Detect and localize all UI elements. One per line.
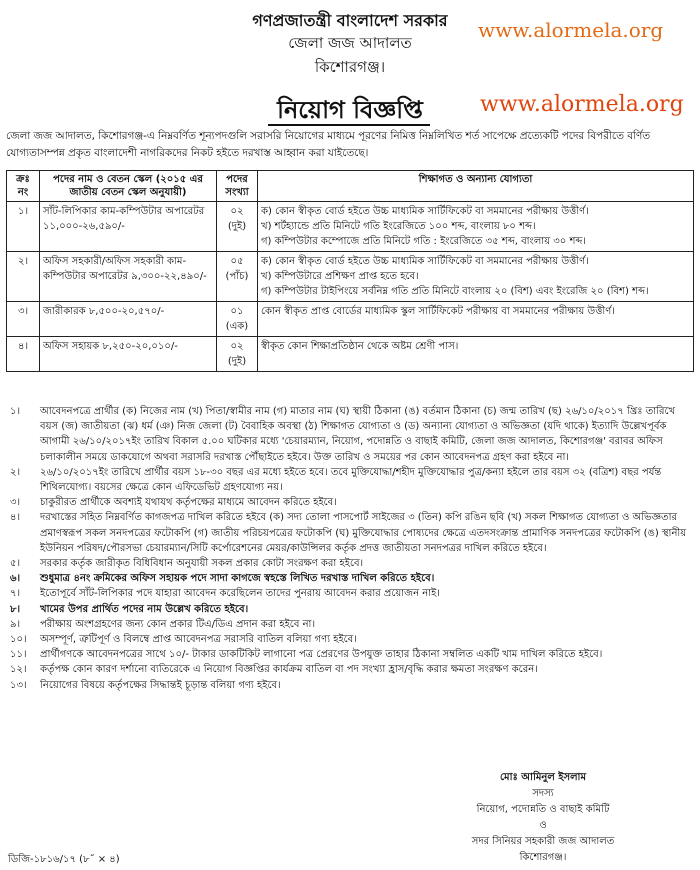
row-count: ০৫ (পাঁচ): [217, 252, 258, 302]
row-count: ০১ (এক): [217, 302, 258, 337]
condition-item: [6, 571, 694, 586]
condition-item: [6, 632, 694, 647]
condition-item: [6, 617, 694, 632]
row-qualification: [258, 202, 694, 252]
condition-text: ২৬/১০/২০১৭ইং তারিখে প্রার্থীর বয়স ১৮-৩০ বছর এর মধ্যে হইতে হবে। তবে মুক্তিযোদ্ধা/শহীদ মুক্তিযোদ্ধার পুত্র/কন্যা হইলে তার বয়স ৩২ (বত্রিশ) বছর পর্যন্ত শিথিলযোগ্য। বয়সের ক্ষেত্রে কোন এফিডেভিট গ্রহণযোগ্য নয়।: [40, 466, 662, 494]
intro-paragraph: জেলা জজ আদালত, কিশোরগঞ্জ-এ নিম্নবর্ণিত শূন্যপদগুলি সরাসরি নিয়োগের মাধ্যমে পূরণের নিমিত্ত নিম্নলিখিত শর্ত সাপেক্ষে প্রত্যেকটি পদের বিপরীতে বর্ণিত যোগ্যতাসম্পন্ন প্রকৃত বাংলাদেশী নাগরিকদের নিকট হইতে দরখাস্ত আহ্বান করা যাইতেছে।: [6, 130, 651, 159]
col-header-post: পদের নাম ও বেতন স্কেল (২০১৫ এর জাতীয় বেতন স্কেল অনুযায়ী): [40, 171, 217, 202]
condition-text: দরখাস্তের সহিত নিম্নবর্ণিত কাগজপত্র দাখিল করিতে হইবে (ক) সদ্য তোলা পাসপোর্ট সাইজের ৩ (তিন) কপি রঙিন ছবি (খ) সকল শিক্ষাগত যোগ্যতা ও অভিজ্ঞতার প্রমাণস্বরূপ সকল সনদপত্রের ফটোকপি (গ) জাতীয় পরিচয়পত্রের ফটোকপি (ঘ) মুক্তিযোদ্ধার পোষ্যদের ক্ষেত্রে এতদসংক্রান্ত প্রামাণিক সনদপত্রের ফটোকপি (ঙ) স্থানীয় ইউনিয়ন পরিষদ/পৌরসভা চেয়ারম্যান/সিটি কর্পোরেশনের মেয়র/কাউন্সিলর কর্তৃক প্রদত্ত জাতীয়তা সনদপত্রর দাখিল করিতে হইবে।: [40, 512, 687, 554]
condition-number: ৭।: [10, 588, 21, 600]
condition-text: চাকুরীরত প্রার্থীকে অবশ্যই যথাযথ কর্তৃপক্ষের মাধ্যমে আবেদন করিতে হইবে।: [40, 497, 337, 509]
watermark-top: www.alormela.org: [478, 18, 664, 42]
row-sl: ১।: [7, 202, 40, 252]
signature-block: [458, 770, 628, 866]
row-qualification: [258, 252, 694, 302]
condition-number: ২।: [10, 466, 21, 478]
signatory-conjunction: ও: [539, 820, 547, 831]
condition-text: সরকার কর্তৃক জারীকৃত বিধিবিধান অনুযায়ী সকল প্রকার কোটা সংরক্ষণ করা হইবে।: [40, 558, 364, 570]
row-sl: ৪।: [7, 337, 40, 372]
condition-item: [6, 678, 694, 693]
row-qualification: [258, 302, 694, 337]
row-sl: ৩।: [7, 302, 40, 337]
condition-item: [6, 510, 694, 556]
qualification-line: খ) কম্পিউটারে প্রশিক্ষণ প্রাপ্ত হতে হবে।: [261, 271, 419, 282]
row-post: অফিস সহকারী/অফিস সহকারী কাম-কম্পিউটার অপারেটর ৯,৩০০-২২,৪৯০/-: [40, 252, 217, 302]
condition-text: খামের উপর প্রার্থিত পদের নাম উল্লেখ করিতে হইবে।: [40, 603, 249, 615]
condition-number: ৫।: [10, 558, 21, 570]
table-row: [7, 302, 694, 337]
col-header-sl: ক্রঃ নং: [7, 171, 40, 202]
condition-item: [6, 662, 694, 677]
row-post: অফিস সহায়ক ৮,২৫০-২০,০১০/-: [40, 337, 217, 372]
signatory-role: সদস্য: [532, 788, 554, 799]
qualification-line: স্বীকৃত কোন শিক্ষাপ্রতিষ্ঠান থেকে অষ্টম শ্রেণী পাস।: [261, 341, 459, 352]
condition-text: অসম্পূর্ণ, ত্রুটিপূর্ণ ও বিলম্বে প্রাপ্ত আবেদনপত্র সরাসরি বাতিল বলিয়া গণ্য হইবে।: [40, 634, 357, 646]
qualification-line: কোন স্বীকৃত প্রাপ্ত বোর্ডের মাধ্যমিক স্কুল সার্টিফিকেট পরীক্ষায় বা সমমানের পরীক্ষায় উত্তীর্ণ।: [261, 306, 615, 317]
qualification-line: ক) কোন স্বীকৃত বোর্ড হইতে উচ্চ মাধ্যমিক সার্টিফিকেট বা সমমানের পরীক্ষায় উত্তীর্ণ।: [261, 256, 589, 267]
condition-number: ১২।: [10, 664, 27, 676]
condition-number: ১।: [10, 406, 21, 417]
condition-item: [6, 602, 694, 617]
signatory-office: সদর সিনিয়র সহকারী জজ আদালত: [471, 836, 615, 847]
signatory-committee: নিয়োগ, পদোন্নতি ও বাছাই কমিটি: [476, 804, 610, 815]
conditions-list: [6, 404, 694, 693]
condition-number: ৩।: [10, 497, 21, 509]
table-header-row: [7, 171, 694, 202]
qualification-line: গ) কম্পিউটার টাইপিংয়ে সর্বনিম্ন গতি প্রতি মিনিটে বাংলায় ২০ (বিশ) এবং ইংরেজি ২০ (বিশ) শব্দ।: [261, 286, 649, 297]
condition-text: পরীক্ষায় অংশগ্রহণের জন্য কোন প্রকার টিএ/ডিএ প্রদান করা হইবে না।: [40, 618, 316, 630]
signatory-place: কিশোরগঞ্জ।: [519, 852, 567, 863]
condition-number: ১০।: [10, 634, 27, 646]
condition-number: ১১।: [10, 649, 27, 661]
condition-text: আবেদনপত্রে প্রার্থীর (ক) নিজের নাম (খ) পিতা/স্বামীর নাম (গ) মাতার নাম (ঘ) স্থায়ী ঠিকানা (ঙ) বর্তমান ঠিকানা (চ) জন্ম তারিখ (ছ) ২৬/১০/২০১৭ খ্রিঃ তারিখে বয়স (জ) জাতীয়তা (ঝ) ধর্ম (ঞ) নিজ জেলা (ট) বৈবাহিক অবস্থা (ঠ) শিক্ষাগত যোগ্যতা ও (ড) অন্যান্য যোগ্যতা ও অভিজ্ঞতা (যদি থাকে) ইত্যাদি উল্লেখপূর্বক আগামী ২৬/১০/২০১৭ইং তারিখ বিকাল ৫.০০ ঘটিকার মধ্যে 'চেয়ারম্যান, নিয়োগ, পদোন্নতি ও বাছাই কমিটি, জেলা জজ আদালত, কিশোরগঞ্জ' বরাবর অফিস চলাকালীন সময়ে ডাকযোগে অথবা সরাসরি দরখাস্ত পৌঁছাইতে হইবে। উক্ত তারিখ ও সময়ের পর কোন আবেদনপত্র গ্রহণ করা হইবে না।: [40, 406, 676, 463]
col-header-count: পদের সংখ্যা: [217, 171, 258, 202]
condition-item: [6, 404, 694, 465]
table-row: [7, 252, 694, 302]
row-post: জারীকারক ৮,৫০০-২০,৫৭০/-: [40, 302, 217, 337]
qualification-line: গ) কম্পিউটার কম্পোজে প্রতি মিনিটে গতি : ইংরেজিতে ৩৫ শব্দ, বাংলায় ৩০ শব্দ।: [261, 236, 586, 247]
watermark-bottom: www.alormela.org: [480, 92, 684, 117]
condition-text: শুধুমাত্র ৪নং ক্রমিকের অফিস সহায়ক পদে সাদা কাগজে স্বহস্তে লিখিত দরখাস্ত দাখিল করিতে হইবে।: [40, 573, 435, 585]
notice-title: নিয়োগ বিজ্ঞপ্তি: [277, 96, 423, 124]
footer-code: ডিজি-১৮১৬/১৭ (৮˝ × ৪): [8, 854, 120, 865]
court-heading: জেলা জজ আদালত: [288, 34, 412, 52]
condition-item: [6, 556, 694, 571]
condition-item: [6, 495, 694, 510]
title-underline: [268, 124, 430, 126]
gov-heading: গণপ্রজাতন্ত্রী বাংলাদেশ সরকার: [252, 11, 448, 30]
row-qualification: [258, 337, 694, 372]
row-count: ০২ (দুই): [217, 337, 258, 372]
condition-text: প্রার্থীগণকে আবেদনপত্রের সাথে ১০/- টাকার ডাকটিকিট লাগানো পত্র প্রেরণের উপযুক্ত তাহার ঠিকানা সম্বলিত একটি খাম দাখিল করিতে হইবে।: [40, 649, 603, 661]
table-row: [7, 337, 694, 372]
condition-text: ইতোপূর্বে সাঁট-লিপিকার পদে যাহারা আবেদন করেছিলেন তাদের পুনরায় আবেদন করার প্রয়োজন নাই।: [40, 588, 440, 600]
condition-item: [6, 586, 694, 601]
condition-item: [6, 647, 694, 662]
table-row: [7, 202, 694, 252]
condition-number: ৬।: [10, 573, 21, 585]
condition-number: ৪।: [10, 512, 21, 524]
condition-number: ৮।: [10, 603, 21, 615]
condition-text: কর্তৃপক্ষ কোন কারণ দর্শানো ব্যতিরেকে এ নিয়োগ বিজ্ঞপ্তির কার্যক্রম বাতিল বা পদ সংখ্যা হ্রাস/বৃদ্ধি করার ক্ষমতা সংরক্ষণ করেন।: [40, 664, 538, 676]
qualification-line: খ) শর্টহ্যান্ডে প্রতি মিনিটে গতি ইংরেজিতে ১০০ শব্দ, বাংলায় ৮০ শব্দ।: [261, 221, 536, 232]
row-count: ০২ (দুই): [217, 202, 258, 252]
col-header-qualification: শিক্ষাগত ও অন্যান্য যোগ্যতা: [258, 171, 694, 202]
row-sl: ২।: [7, 252, 40, 302]
qualification-line: ক) কোন স্বীকৃত বোর্ড হইতে উচ্চ মাধ্যমিক সার্টিফিকেট বা সমমানের পরীক্ষায় উত্তীর্ণ।: [261, 206, 589, 217]
condition-number: ৯।: [10, 618, 21, 630]
condition-number: ১৩।: [10, 679, 27, 691]
row-post: সাঁট-লিপিকার কাম-কম্পিউটার অপারেটর ১১,০০০-২৬,৫৯০/-: [40, 202, 217, 252]
posts-table: [6, 170, 694, 372]
condition-item: [6, 465, 694, 495]
condition-text: নিয়োগের বিষয়ে কর্তৃপক্ষের সিদ্ধান্তই চূড়ান্ত বলিয়া গণ্য হইবে।: [40, 679, 281, 691]
signatory-name: মোঃ আমিনুল ইসলাম: [499, 772, 586, 783]
district-heading: কিশোরগঞ্জ।: [314, 58, 386, 76]
